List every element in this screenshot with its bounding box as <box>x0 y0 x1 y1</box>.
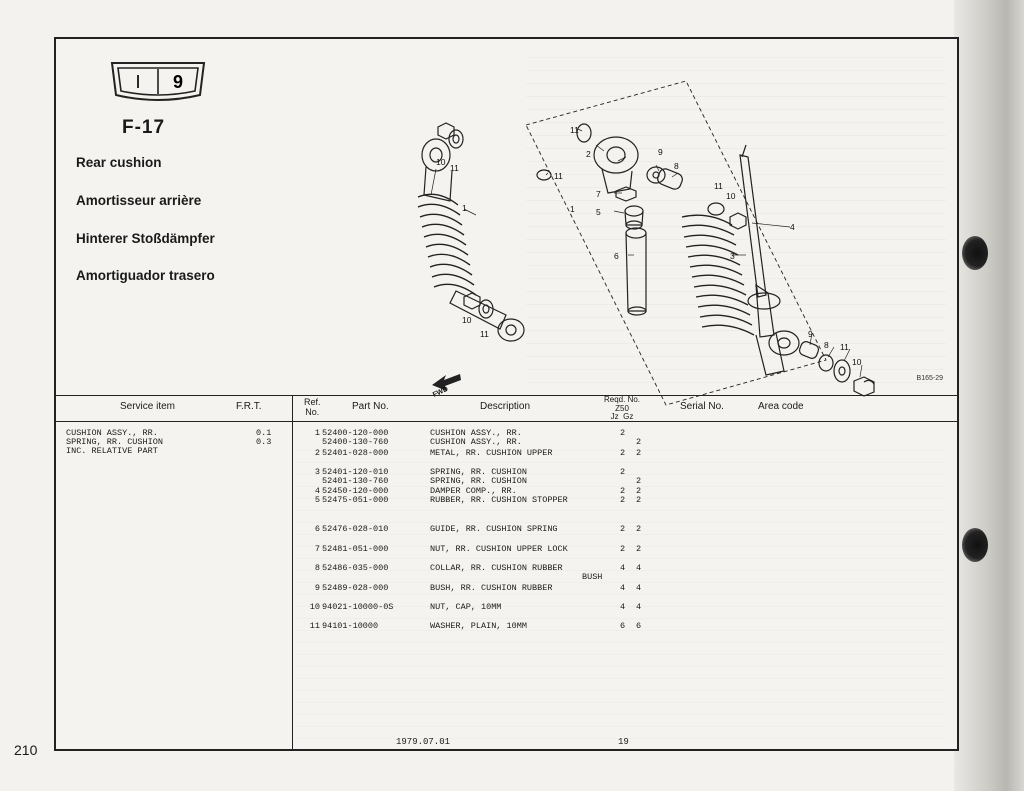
callout-11-a: 11 <box>450 163 459 173</box>
page-edge-shadow <box>954 0 1024 791</box>
row-qty-gz: 2 <box>636 476 642 486</box>
group-badge <box>108 61 208 103</box>
diagram-code: B165-29 <box>916 375 943 382</box>
service-item-2: SPRING, RR. CUSHION <box>66 437 163 447</box>
fwd-label: FWD <box>431 385 450 399</box>
callout-1-b: 1 <box>570 204 575 214</box>
table-header-rule <box>56 421 957 422</box>
header-reqd-no: Reqd. No. Z50 Jz Gz <box>604 395 641 421</box>
top-cap-nut <box>708 203 746 229</box>
footer-page: 19 <box>618 737 629 747</box>
service-frt-1: 0.1 <box>256 428 272 438</box>
header-area-code: Area code <box>758 401 804 412</box>
stopper-rubber <box>625 206 643 229</box>
row-qty-gz: 2 <box>636 495 642 505</box>
service-item-3: INC. RELATIVE PART <box>66 446 158 456</box>
callout-9-a: 9 <box>658 147 663 157</box>
callout-11-f: 11 <box>840 342 849 352</box>
row-description: GUIDE, RR. CUSHION SPRING <box>430 524 558 534</box>
row-description: BUSH, RR. CUSHION RUBBER <box>430 583 553 593</box>
row-ref: 4 <box>314 486 320 496</box>
lower-bush-stack <box>798 340 874 396</box>
row-qty-gz: 2 <box>636 437 642 447</box>
row-ref: 11 <box>309 621 320 631</box>
row-part-no: 52400-130-760 <box>322 437 389 447</box>
row-description: WASHER, PLAIN, 10MM <box>430 621 527 631</box>
row-ref: 10 <box>309 602 320 612</box>
row-ref: 6 <box>314 524 320 534</box>
assembled-shock <box>418 139 524 341</box>
header-service-item: Service item <box>120 401 176 412</box>
row-qty-jz: 4 <box>620 602 626 612</box>
binder-hole-top <box>962 236 988 270</box>
row-qty-gz: 2 <box>636 524 642 534</box>
callout-10-a: 10 <box>436 157 446 167</box>
row-description: NUT, RR. CUSHION UPPER LOCK <box>430 544 568 554</box>
row-part-no: 52401-120-010 <box>322 467 389 477</box>
title-es: Amortiguador trasero <box>76 268 215 283</box>
title-fr: Amortisseur arrière <box>76 193 202 208</box>
exploded-parts-diagram <box>356 75 956 420</box>
page-number: 210 <box>14 742 38 758</box>
header-part-no: Part No. <box>352 401 389 412</box>
row-description: SPRING, RR. CUSHION <box>430 467 527 477</box>
cushion-spring <box>682 215 754 335</box>
figure-code: F-17 <box>122 117 166 138</box>
row-ref: 3 <box>314 467 320 477</box>
table-divider <box>292 395 293 749</box>
row-qty-gz: 2 <box>636 486 642 496</box>
callout-8-a: 8 <box>674 161 679 171</box>
row-ref: 7 <box>314 544 320 554</box>
row-qty-jz: 4 <box>620 563 626 573</box>
row-ref: 1 <box>314 428 320 438</box>
row-qty-jz: 6 <box>620 621 626 631</box>
row-part-no: 94021-10000-0S <box>322 602 394 612</box>
row-qty-gz: 4 <box>636 583 642 593</box>
row-part-no: 52489-028-000 <box>322 583 389 593</box>
row-ref: 9 <box>314 583 320 593</box>
row-part-no: 52400-120-000 <box>322 428 389 438</box>
row-qty-gz: 2 <box>636 448 642 458</box>
row-part-no: 52486-035-000 <box>322 563 389 573</box>
callout-3: 3 <box>730 251 735 261</box>
service-frt-2: 0.3 <box>256 437 272 447</box>
row-part-no: 52475-051-000 <box>322 495 389 505</box>
damper-rod <box>740 145 799 375</box>
row-qty-jz: 2 <box>620 467 626 477</box>
row-description: SPRING, RR. CUSHION <box>430 476 527 486</box>
row-qty-gz: 2 <box>636 544 642 554</box>
row-description: NUT, CAP, 10MM <box>430 602 502 612</box>
row-qty-jz: 2 <box>620 544 626 554</box>
callout-7: 7 <box>596 189 601 199</box>
title-en: Rear cushion <box>76 155 162 170</box>
callout-9-b: 9 <box>808 329 813 339</box>
table-top-rule <box>56 395 957 396</box>
row-qty-jz: 2 <box>620 448 626 458</box>
row-qty-jz: 4 <box>620 583 626 593</box>
row-description: METAL, RR. CUSHION UPPER <box>430 448 553 458</box>
binder-hole-bottom <box>962 528 988 562</box>
callout-6: 6 <box>614 251 619 261</box>
callout-11-c: 11 <box>570 125 579 135</box>
row-description: COLLAR, RR. CUSHION RUBBER <box>430 563 563 573</box>
row-description: DAMPER COMP., RR. <box>430 486 517 496</box>
header-serial-no: Serial No. <box>680 401 724 412</box>
callout-10-c: 10 <box>462 315 472 325</box>
row-qty-gz: 4 <box>636 602 642 612</box>
callout-5: 5 <box>596 207 601 217</box>
row-qty-jz: 2 <box>620 495 626 505</box>
row-ref: 5 <box>314 495 320 505</box>
row-ref: 2 <box>314 448 320 458</box>
row-part-no: 52401-028-000 <box>322 448 389 458</box>
row-description: RUBBER, RR. CUSHION STOPPER <box>430 495 568 505</box>
service-item-1: CUSHION ASSY., RR. <box>66 428 158 438</box>
row-part-no: 52401-130-760 <box>322 476 389 486</box>
title-de: Hinterer Stoßdämpfer <box>76 231 215 246</box>
callout-11-e: 11 <box>480 329 489 339</box>
row-qty-gz: 4 <box>636 563 642 573</box>
footer-date: 1979.07.01 <box>396 737 451 747</box>
callout-11-b: 11 <box>554 171 563 181</box>
row-qty-jz: 2 <box>620 524 626 534</box>
row-description: CUSHION ASSY., RR. <box>430 437 522 447</box>
row-ref: 8 <box>314 563 320 573</box>
row-note: BUSH <box>582 572 603 582</box>
row-part-no: 52476-028-010 <box>322 524 389 534</box>
spring-guide <box>626 228 646 315</box>
row-part-no: 52450-120-000 <box>322 486 389 496</box>
header-description: Description <box>480 401 531 412</box>
callout-10-b: 10 <box>726 191 736 201</box>
badge-right: 9 <box>172 72 184 92</box>
row-part-no: 52481-051-000 <box>322 544 389 554</box>
header-ref-no: Ref. No. <box>304 397 321 417</box>
header-frt: F.R.T. <box>236 401 262 412</box>
badge-left: I <box>135 72 141 92</box>
row-qty-jz: 2 <box>620 486 626 496</box>
callout-10-d: 10 <box>852 357 862 367</box>
callout-8-b: 8 <box>824 340 829 350</box>
row-description: CUSHION ASSY., RR. <box>430 428 522 438</box>
catalog-page-frame <box>54 37 959 751</box>
callout-2: 2 <box>586 149 591 159</box>
row-qty-gz: 6 <box>636 621 642 631</box>
callout-1-a: 1 <box>462 203 467 213</box>
lock-nut <box>616 187 636 201</box>
callout-4: 4 <box>790 222 795 232</box>
callout-11-d: 11 <box>714 181 723 191</box>
row-part-no: 94101-10000 <box>322 621 379 631</box>
row-qty-jz: 2 <box>620 428 626 438</box>
